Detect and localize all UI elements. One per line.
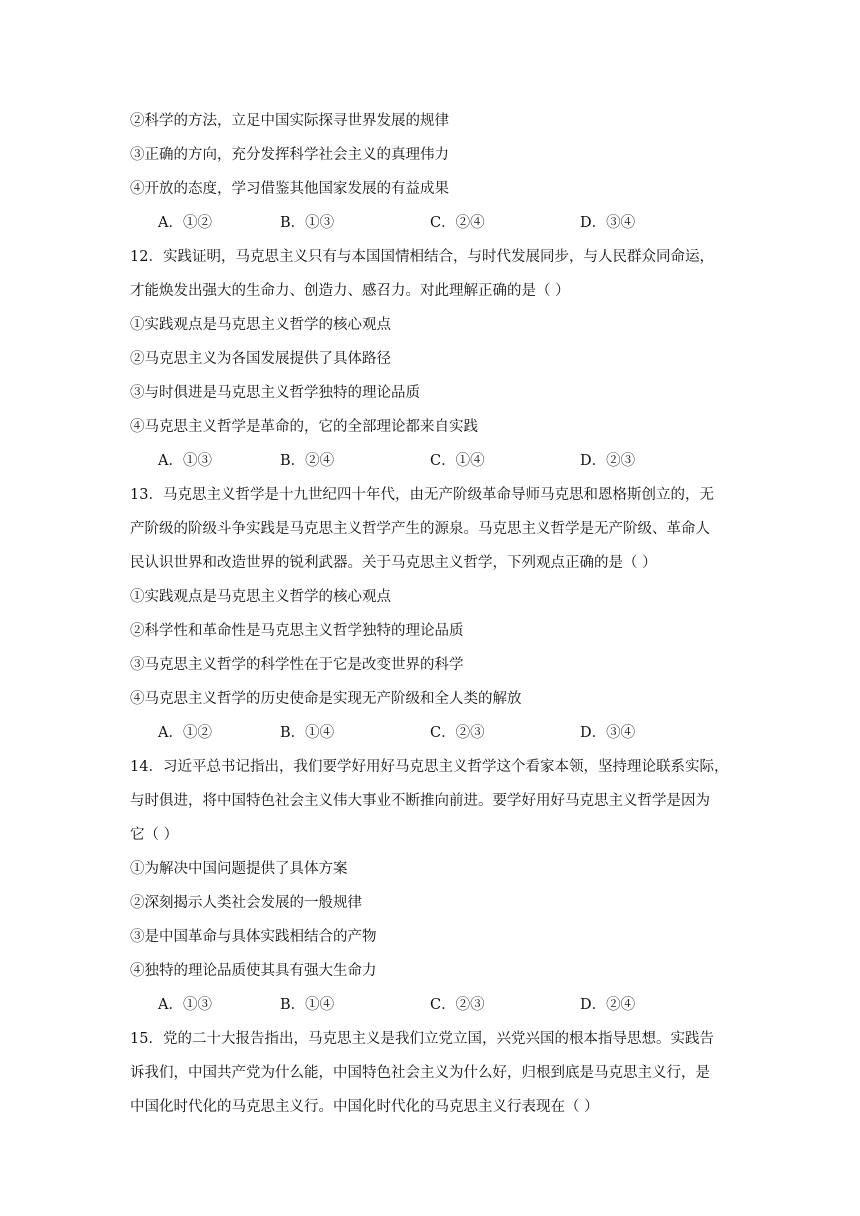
q11-choice-a: A．①② <box>158 215 212 231</box>
q14-choice-b: B．①④ <box>280 997 335 1013</box>
q13-stem-line-1: 13．马克思主义哲学是十九世纪四十年代，由无产阶级革命导师马克思和恩格斯创立的，无 <box>130 487 714 503</box>
q12-option-1: ①实践观点是马克思主义哲学的核心观点 <box>130 317 391 333</box>
q11-option-2: ②科学的方法，立足中国实际探寻世界发展的规律 <box>130 113 449 129</box>
q11-choice-c: C．②④ <box>430 215 485 231</box>
q12-option-2: ②马克思主义为各国发展提供了具体路径 <box>130 351 391 367</box>
q13-choices <box>158 723 678 743</box>
q13-choice-b: B．①④ <box>280 725 335 741</box>
q12-choices <box>158 451 678 471</box>
q14-choice-c: C．②③ <box>430 997 485 1013</box>
q11-option-3: ③正确的方向，充分发挥科学社会主义的真理伟力 <box>130 147 449 163</box>
q15-stem-line-2: 诉我们，中国共产党为什么能，中国特色社会主义为什么好，归根到底是马克思主义行，是 <box>130 1065 710 1081</box>
q13-stem-line-3: 民认识世界和改造世界的锐利武器。关于马克思主义哲学，下列观点正确的是（ ） <box>130 555 657 571</box>
q13-option-1: ①实践观点是马克思主义哲学的核心观点 <box>130 589 391 605</box>
q13-choice-d: D．③④ <box>580 725 636 741</box>
q15-stem-line-1: 15．党的二十大报告指出，马克思主义是我们立党立国，兴党兴国的根本指导思想。实践告 <box>130 1031 714 1047</box>
q12-option-3: ③与时俱进是马克思主义哲学独特的理论品质 <box>130 385 420 401</box>
q14-option-2: ②深刻揭示人类社会发展的一般规律 <box>130 895 362 911</box>
q13-option-4: ④马克思主义哲学的历史使命是实现无产阶级和全人类的解放 <box>130 691 522 707</box>
q14-choice-d: D．②④ <box>580 997 636 1013</box>
q14-option-3: ③是中国革命与具体实践相结合的产物 <box>130 929 377 945</box>
q11-choice-b: B．①③ <box>280 215 335 231</box>
q14-choices <box>158 995 678 1015</box>
q11-option-4: ④开放的态度，学习借鉴其他国家发展的有益成果 <box>130 181 449 197</box>
q11-choices <box>158 213 678 233</box>
q13-choice-c: C．②③ <box>430 725 485 741</box>
q14-option-1: ①为解决中国问题提供了具体方案 <box>130 861 348 877</box>
q12-choice-a: A．①③ <box>158 453 212 469</box>
q14-stem-line-3: 它（ ） <box>130 827 179 843</box>
q14-option-4: ④独特的理论品质使其具有强大生命力 <box>130 963 377 979</box>
q12-choice-c: C．①④ <box>430 453 485 469</box>
q13-option-2: ②科学性和革命性是马克思主义哲学独特的理论品质 <box>130 623 464 639</box>
q12-stem-line-1: 12．实践证明，马克思主义只有与本国国情相结合，与时代发展同步，与人民群众同命运， <box>130 249 714 265</box>
q13-choice-a: A．①② <box>158 725 212 741</box>
q12-stem-line-2: 才能焕发出强大的生命力、创造力、感召力。对此理解正确的是（ ） <box>130 283 570 299</box>
q14-stem-line-2: 与时俱进，将中国特色社会主义伟大事业不断推向前进。要学好用好马克思主义哲学是因为 <box>130 793 710 809</box>
q11-choice-d: D．③④ <box>580 215 636 231</box>
q15-stem-line-3: 中国化时代化的马克思主义行。中国化时代化的马克思主义行表现在（ ） <box>130 1099 599 1115</box>
q13-stem-line-2: 产阶级的阶级斗争实践是马克思主义哲学产生的源泉。马克思主义哲学是无产阶级、革命人 <box>130 521 710 537</box>
q12-option-4: ④马克思主义哲学是革命的，它的全部理论都来自实践 <box>130 419 478 435</box>
q14-choice-a: A．①③ <box>158 997 212 1013</box>
q12-choice-d: D．②③ <box>580 453 636 469</box>
q13-option-3: ③马克思主义哲学的科学性在于它是改变世界的科学 <box>130 657 464 673</box>
q14-stem-line-1: 14．习近平总书记指出，我们要学好用好马克思主义哲学这个看家本领，坚持理论联系实际， <box>130 759 729 775</box>
q12-choice-b: B．②④ <box>280 453 335 469</box>
